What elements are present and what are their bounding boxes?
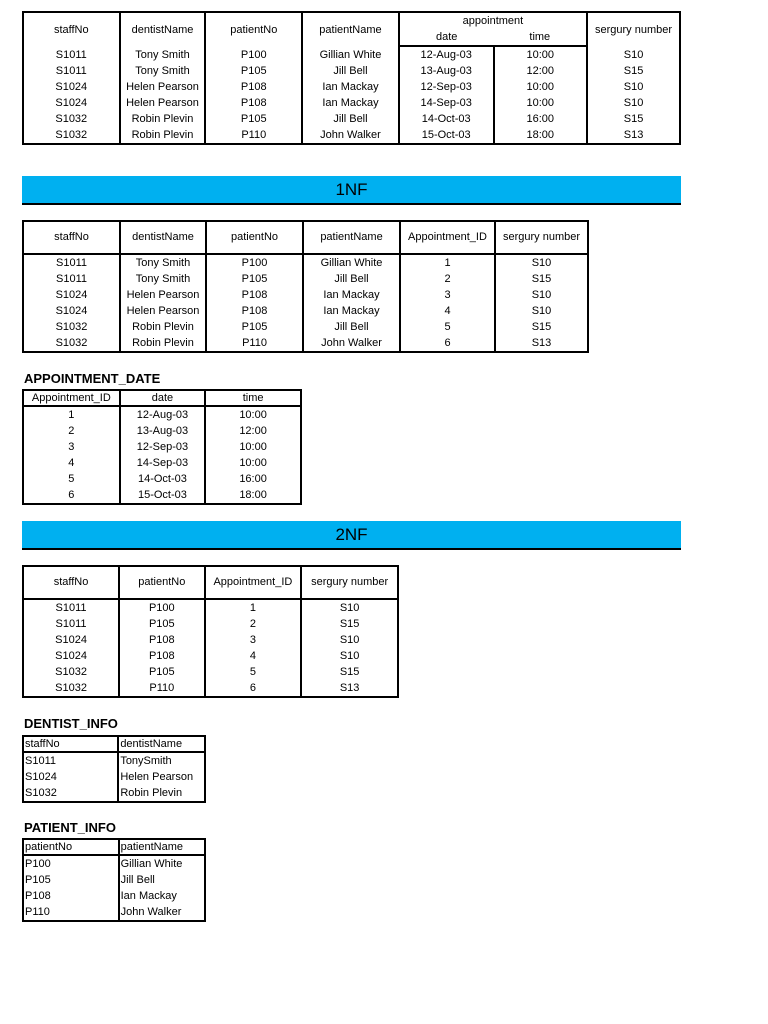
table-cell: S1024 <box>55 97 88 109</box>
col-header: sergury number <box>587 12 680 46</box>
table-cell: S15 <box>495 319 588 335</box>
table-cell: S1011 <box>55 602 87 614</box>
col-header: dentistName <box>120 12 206 46</box>
col-header: time <box>205 390 301 406</box>
table-cell: Robin Plevin <box>120 335 206 352</box>
col-header: sergury number <box>301 566 398 599</box>
table-cell: S1011 <box>55 48 87 61</box>
table-cell: 12-Sep-03 <box>399 79 494 95</box>
col-header: Appointment_ID <box>205 566 302 599</box>
table-cell: 13-Aug-03 <box>399 63 494 79</box>
table-cell: S10 <box>495 254 588 271</box>
table-cell: 10:00 <box>494 46 588 63</box>
table-row <box>23 648 398 664</box>
table-cell: S1011 <box>55 618 87 630</box>
table-row <box>23 423 301 439</box>
table-row <box>23 769 205 785</box>
table-row <box>23 287 588 303</box>
table-cell: 5 <box>400 319 495 335</box>
table-cell: P110 <box>205 127 302 144</box>
table-row <box>23 904 205 921</box>
table-cell: Jill Bell <box>302 111 399 127</box>
appointment-date-title: APPOINTMENT_DATE <box>24 371 161 386</box>
table-cell: P105 <box>205 111 302 127</box>
table-row <box>23 487 301 504</box>
table-cell: Ian Mackay <box>303 303 400 319</box>
table-cell: S1024 <box>55 81 88 93</box>
table-cell: 1 <box>68 409 75 421</box>
table-cell: 10:00 <box>205 455 301 471</box>
col-header: sergury number <box>495 221 588 254</box>
table-cell: P110 <box>119 680 204 697</box>
table-cell: Tony Smith <box>120 63 206 79</box>
table-row <box>23 271 588 287</box>
table-cell: 6 <box>205 680 302 697</box>
table-cell: 2 <box>400 271 495 287</box>
col-header: patientNo <box>205 12 302 46</box>
table-cell: Helen Pearson <box>120 287 206 303</box>
col-header: dentistName <box>120 221 206 254</box>
table-cell: 16:00 <box>494 111 588 127</box>
col-header: staffNo <box>23 736 118 752</box>
table-row <box>23 455 301 471</box>
table-cell: 5 <box>205 664 302 680</box>
table-cell: 18:00 <box>205 487 301 504</box>
table-cell: 4 <box>68 457 75 469</box>
table-cell: S1024 <box>25 771 57 783</box>
table-cell: S13 <box>301 680 398 697</box>
table-row <box>23 752 205 769</box>
table-cell: 2 <box>205 616 302 632</box>
table-cell: 3 <box>400 287 495 303</box>
table-cell: 12-Aug-03 <box>399 46 494 63</box>
table-cell: S1032 <box>55 113 88 125</box>
table-cell: 10:00 <box>205 439 301 455</box>
table-row <box>23 319 588 335</box>
table-cell: Gillian White <box>302 46 399 63</box>
col-group-header: appointment <box>399 12 587 30</box>
table-cell: 18:00 <box>494 127 588 144</box>
table-cell: Tony Smith <box>120 46 206 63</box>
table-cell: S10 <box>301 648 398 664</box>
table-cell: S15 <box>587 63 680 79</box>
table-cell: S15 <box>301 664 398 680</box>
table-cell: S1011 <box>25 755 56 767</box>
table-row <box>23 439 301 455</box>
appointment-date-table <box>22 389 302 505</box>
table-cell: S1032 <box>55 337 88 349</box>
table-cell: TonySmith <box>118 752 205 769</box>
table-row <box>23 303 588 319</box>
table-cell: P100 <box>206 254 303 271</box>
table-cell: Gillian White <box>303 254 400 271</box>
table-cell: S1024 <box>55 634 87 646</box>
col-header: Appointment_ID <box>23 390 120 406</box>
table-cell: Robin Plevin <box>120 111 206 127</box>
dentist-info-table <box>22 735 206 803</box>
table-cell: S10 <box>301 632 398 648</box>
table-cell: Helen Pearson <box>120 79 206 95</box>
table-row <box>23 664 398 680</box>
col-header: patientName <box>302 12 399 46</box>
2nf-table <box>22 565 399 698</box>
table-cell: 1 <box>205 599 302 616</box>
table-cell: S1011 <box>55 65 87 77</box>
table-cell: 12-Aug-03 <box>120 406 205 423</box>
col-header: staffNo <box>23 566 119 599</box>
table-cell: Robin Plevin <box>118 785 205 802</box>
table-cell: Jill Bell <box>303 271 400 287</box>
table-cell: 13-Aug-03 <box>120 423 205 439</box>
table-cell: P105 <box>25 874 51 886</box>
col-header: date <box>120 390 205 406</box>
table-cell: S1032 <box>25 787 57 799</box>
col-header: patientNo <box>119 566 204 599</box>
table-cell: 15-Oct-03 <box>399 127 494 144</box>
table-cell: S10 <box>587 79 680 95</box>
table-cell: S1011 <box>56 273 87 285</box>
col-header: dentistName <box>118 736 205 752</box>
section-banner-2nf: 2NF <box>22 521 681 550</box>
table-cell: S10 <box>495 303 588 319</box>
table-cell: Helen Pearson <box>120 95 206 111</box>
table-cell: S15 <box>587 111 680 127</box>
table-cell: S10 <box>301 599 398 616</box>
table-row <box>23 471 301 487</box>
table-row <box>23 599 398 616</box>
table-cell: P105 <box>119 664 204 680</box>
table-cell: P105 <box>206 271 303 287</box>
col-header: patientNo <box>23 839 119 855</box>
table-cell: Ian Mackay <box>302 95 399 111</box>
table-row <box>23 111 680 127</box>
table-cell: 14-Oct-03 <box>399 111 494 127</box>
table-row <box>23 95 680 111</box>
table-cell: 4 <box>205 648 302 664</box>
table-cell: S1024 <box>55 289 88 301</box>
table-cell: S1032 <box>55 129 88 141</box>
table-cell: John Walker <box>302 127 399 144</box>
table-cell: 14-Sep-03 <box>120 455 205 471</box>
table-cell: P108 <box>119 632 204 648</box>
table-cell: 5 <box>68 473 75 485</box>
dentist-info-title: DENTIST_INFO <box>24 716 118 731</box>
table-cell: Tony Smith <box>120 254 206 271</box>
col-header: staffNo <box>53 23 89 36</box>
table-cell: P108 <box>25 890 51 902</box>
table-row <box>23 406 301 423</box>
table-cell: P108 <box>205 95 302 111</box>
table-cell: 12:00 <box>205 423 301 439</box>
table-row <box>23 63 680 79</box>
table-cell: S15 <box>301 616 398 632</box>
table-cell: P100 <box>205 46 302 63</box>
table-cell: S1032 <box>55 321 88 333</box>
table-row <box>23 79 680 95</box>
table-cell: Robin Plevin <box>120 127 206 144</box>
table-cell: 14-Sep-03 <box>399 95 494 111</box>
table-cell: Ian Mackay <box>119 888 205 904</box>
table-cell: P105 <box>205 63 302 79</box>
table-row <box>23 785 205 802</box>
table-cell: 6 <box>400 335 495 352</box>
table-cell: S1024 <box>55 650 87 662</box>
table-cell: Ian Mackay <box>302 79 399 95</box>
table-cell: P108 <box>119 648 204 664</box>
table-cell: P100 <box>25 858 51 870</box>
table-cell: 12:00 <box>494 63 588 79</box>
table-cell: S1032 <box>55 682 87 694</box>
table-cell: 16:00 <box>205 471 301 487</box>
table-cell: S15 <box>495 271 588 287</box>
col-header: patientName <box>303 221 400 254</box>
table-row <box>23 855 205 872</box>
table-cell: 15-Oct-03 <box>120 487 205 504</box>
table-cell: Jill Bell <box>119 872 205 888</box>
table-cell: 14-Oct-03 <box>120 471 205 487</box>
section-banner-1nf: 1NF <box>22 176 681 205</box>
table-row <box>23 680 398 697</box>
col-header: staffNo <box>23 221 120 254</box>
table-cell: S10 <box>587 95 680 111</box>
table-cell: 1 <box>400 254 495 271</box>
table-cell: P108 <box>206 287 303 303</box>
table-cell: 10:00 <box>205 406 301 423</box>
table-cell: P108 <box>206 303 303 319</box>
table-cell: S1024 <box>55 305 88 317</box>
table-row <box>23 335 588 352</box>
table-cell: Jill Bell <box>302 63 399 79</box>
1nf-table <box>22 220 589 353</box>
table-cell: P105 <box>206 319 303 335</box>
table-cell: Jill Bell <box>303 319 400 335</box>
table-cell: 10:00 <box>494 95 588 111</box>
table-cell: John Walker <box>119 904 205 921</box>
table-cell: 3 <box>205 632 302 648</box>
col-header: Appointment_ID <box>400 221 495 254</box>
table-cell: 3 <box>68 441 75 453</box>
table-row <box>23 632 398 648</box>
table-row <box>23 888 205 904</box>
table-cell: Helen Pearson <box>118 769 205 785</box>
table-cell: P110 <box>206 335 303 352</box>
table-row <box>23 46 680 63</box>
table-cell: 12-Sep-03 <box>120 439 205 455</box>
table-cell: Tony Smith <box>120 271 206 287</box>
table-cell: S10 <box>587 46 680 63</box>
table-cell: John Walker <box>303 335 400 352</box>
table-row <box>23 127 680 144</box>
col-subheader: time <box>494 30 588 47</box>
table-cell: S1011 <box>56 257 87 269</box>
table-cell: P110 <box>25 906 50 918</box>
table-cell: S13 <box>495 335 588 352</box>
table-cell: P100 <box>119 599 204 616</box>
patient-info-table <box>22 838 206 922</box>
table-cell: Gillian White <box>119 855 205 872</box>
table-cell: S10 <box>495 287 588 303</box>
table-cell: Ian Mackay <box>303 287 400 303</box>
table-cell: S1032 <box>55 666 87 678</box>
table-row <box>23 616 398 632</box>
table-cell: Robin Plevin <box>120 319 206 335</box>
patient-info-title: PATIENT_INFO <box>24 820 116 835</box>
table-cell: 2 <box>68 425 75 437</box>
table-cell: Helen Pearson <box>120 303 206 319</box>
col-header: patientName <box>119 839 205 855</box>
table-cell: P108 <box>205 79 302 95</box>
table-cell: 4 <box>400 303 495 319</box>
table-row <box>23 872 205 888</box>
col-header: patientNo <box>206 221 303 254</box>
table-cell: S13 <box>587 127 680 144</box>
table-cell: 10:00 <box>494 79 588 95</box>
col-subheader: date <box>399 30 494 47</box>
original-appointments-table <box>22 11 681 145</box>
table-row <box>23 254 588 271</box>
table-cell: 6 <box>68 489 75 501</box>
table-cell: P105 <box>119 616 204 632</box>
